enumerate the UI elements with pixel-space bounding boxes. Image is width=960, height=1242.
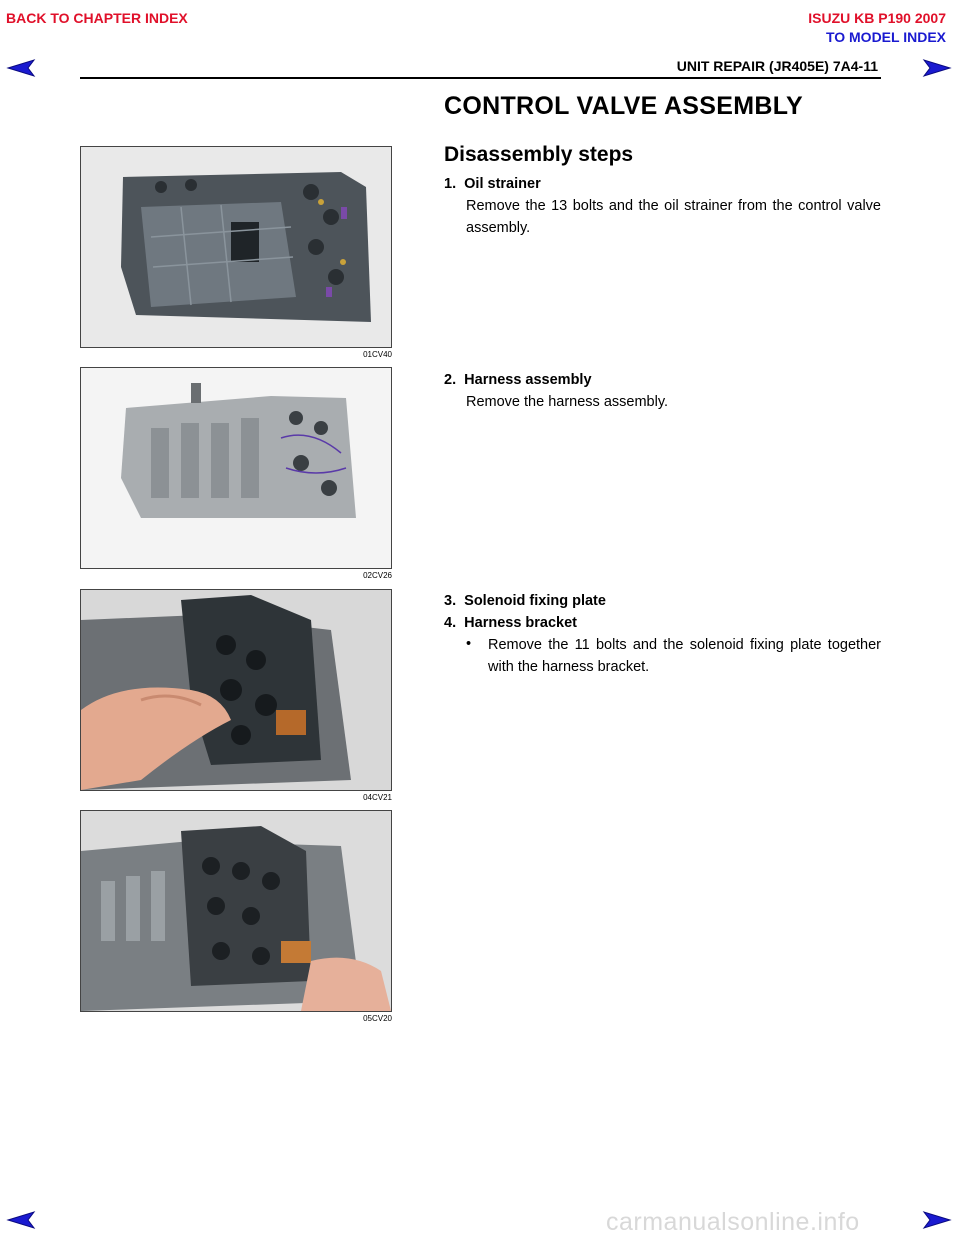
figure-2-caption: 02CV26	[363, 571, 392, 580]
step-2-number: 2.	[444, 372, 457, 388]
step-3-number: 3.	[444, 593, 457, 609]
section-title: CONTROL VALVE ASSEMBLY	[444, 92, 803, 120]
footer-watermark: carmanualsonline.info	[606, 1208, 860, 1236]
step-4-text: Remove the 11 bolts and the solenoid fixing plate together with the harness bracket.	[488, 637, 881, 675]
figure-3-photo	[80, 589, 392, 791]
step-2-name: Harness assembly	[464, 372, 592, 388]
step-4-number: 4.	[444, 615, 457, 631]
model-index-title-link[interactable]: ISUZU KB P190 2007	[808, 10, 946, 26]
figure-1-photo	[80, 146, 392, 348]
step-1-heading	[444, 176, 541, 192]
step-2-text: Remove the harness assembly.	[466, 394, 669, 410]
header-divider	[80, 77, 881, 79]
step-1-name: Oil strainer	[464, 176, 541, 192]
figure-1-caption: 01CV40	[363, 350, 392, 359]
step-1-number: 1.	[444, 176, 457, 192]
step-3-heading	[444, 593, 606, 609]
previous-page-arrow-icon[interactable]	[6, 58, 36, 78]
previous-page-bottom-arrow-icon[interactable]	[6, 1210, 36, 1230]
step-2-heading	[444, 372, 592, 388]
subsection-title: Disassembly steps	[444, 143, 634, 166]
step-3-name: Solenoid fixing plate	[464, 593, 606, 609]
next-page-bottom-arrow-icon[interactable]	[922, 1210, 952, 1230]
step-4-name: Harness bracket	[464, 615, 577, 631]
step-4-heading	[444, 615, 577, 631]
step-1-text: Remove the 13 bolts and the oil strainer from the control valve assembly.	[466, 198, 881, 236]
figure-4-photo	[80, 810, 392, 1012]
to-model-index-link[interactable]: TO MODEL INDEX	[825, 29, 946, 45]
figure-2-photo	[80, 367, 392, 569]
next-page-arrow-icon[interactable]	[922, 58, 952, 78]
page-header: UNIT REPAIR (JR405E) 7A4-11	[676, 58, 878, 74]
figure-4-caption: 05CV20	[363, 1014, 392, 1023]
back-to-chapter-index-link[interactable]: BACK TO CHAPTER INDEX	[6, 10, 188, 26]
step-4-bullet: •	[466, 636, 472, 652]
figure-3-caption: 04CV21	[363, 793, 392, 802]
